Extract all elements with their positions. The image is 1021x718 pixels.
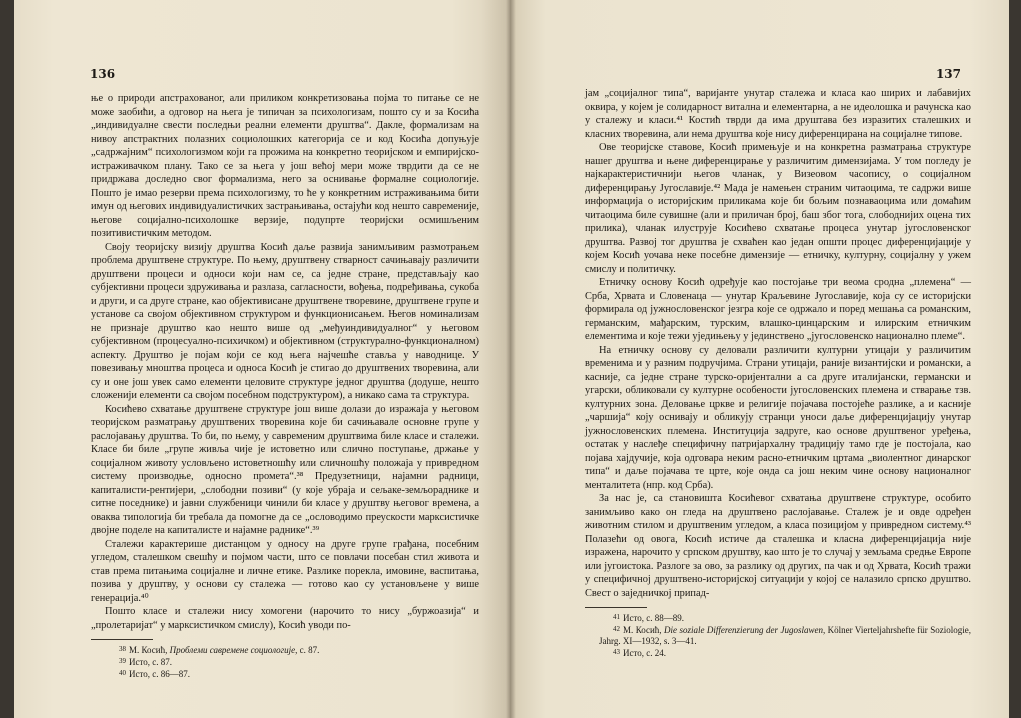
footnote-rule: [91, 639, 153, 640]
paragraph: Ове теоријске ставове, Косић примењује и на конкретна разматрања структуре нашег друштва и њене диференцирање у различитим димензијама. У том погледу је најкарактеристичнији његов чланак, у Визеовом часопису, о социјалном диференцирању Југославије.⁴² Мада је намењен страним читаоцима, те садржи више информација о историјским приликама које би бољим познаваоцима или домаћим читаоцима биле сувишне (али и приличан број, баш због тога, слободнијих оцена тих прилика), чланак илуструје Косићево схватање процеса унутар југословенског друштва. Развој тог друштва је схваћен као један општи процес диференцијације у којем Косић уочава неке посебне димензије — етничку, културну, социјалну у ужем смислу и политичку.: [585, 142, 971, 275]
paragraph: Етничку основу Косић одређује као постојање три веома сродна „племена“ — Срба, Хрвата и Словенаца — унутар Краљевине Југославије, која су се историјски формирала од јужнословенског језгра које се одржало и поред мешања са романским, германским, мађарским, турским, влашко-цинцарским и илирским етничким елементима и које тежи уједињењу у јединствено „југословенско национално племе“.: [585, 277, 971, 342]
footnote: $^{41}$ Исто, с. 88—89.: [613, 613, 685, 623]
right-page: [511, 0, 1009, 718]
footnote: $^{42}$ М. Косић, Die soziale Differenzierung der Jugoslawen, Kölner Vierteljahrshefte für Soziologie, Jahrg. XI—1932, s. 3—41.: [599, 625, 972, 646]
book-edge-left: [0, 0, 14, 718]
footnote: $^{39}$ Исто, с. 87.: [119, 657, 173, 667]
page-number-right: 137: [935, 67, 961, 81]
footnote: $^{43}$ Исто, с. 24.: [613, 648, 667, 658]
paragraph: На етничку основу су деловали различити културни утицаји у различитим временима и у разним подручјима. Страни утицаји, раније византијски и романски, а касније, са једне стране турско-оријентални а са друге италијански, германски и угарски, обликовали су културне особености југословенских племена и стварање тзв. културних зона. Деловање цркве и религије појачава постојеће разлике, а и касније „чаршија“ коју оснивају и обликују странци уноси даље диференцијацију унутар јужнословенских племена. Институција задруге, као основе друштвеног уређења, остатак у наслеђе специфичну патријархалну традицију тамо где је постојала, као појава хајдучије, која одговара неким расно-етничким цртама „виолентног динарског типа“ и даље појачава те црте, које онда са још неким чине основу националног менталитета (нпр. код Срба).: [585, 344, 971, 491]
right-page-body: [585, 87, 971, 659]
paragraph: Косићево схватање друштвене структуре још више долази до изражаја у његовом теоријском разматрању друштвених творевина које би сачињавале основне групе у раслојавању друштва. То би, по њему, у савременим друштвима биле класе и сталежи. Класе би биле „групе живља чије је истоветно или слично поступање, држање у социјалном животу условљено истоветношћу или сличношћу положаја у привредном систему производње, односно промета“.³⁸ Предузетници, најамни радници, капиталисти-рентијери, „слободни позиви“ (у које убраја и сељаке-земљораднике и ситне поседнике) и јавни службеници чинили би класе у друштву његовог времена, а оваква типологија би требала да помогне да се „ословодимо преускости марксистичке двојне поделе на капиталисте и најамне раднике“.³⁹: [91, 403, 479, 536]
book-edge-right: [1009, 0, 1021, 718]
page-number-left: 136: [90, 67, 116, 81]
paragraph: Своју теоријску визију друштва Косић даље развија занимљивим размотрањем проблема друштвене структуре. По њему, друштвену стварност сачињавају различити друштвени процеси и односи који нам се, са једне стране, представљају као субјективни процеси здруживања и разлаза, сагласности, вођења, подређивања, сукоба и други, и са друге стране, као објективисане друштвене творевине, друштвене групе и установе са својом објективном структуром и функционисањем. Његов номинализам не признаје друштво као нешто више од „међуиндивидуалног“ у његовом субјективном (процесуално-психичком) и објективном (структурално-функционалном) аспекту. Друштво је појам који се код њега најчешће ставља у наводнице. У повезивању мноштва процеса и односа Косић је стигао до друштвених творевина, али су и оне још увек само елементи целовите структуре једног друштва (додуше, нешто сложенији елементи са својом посебном подструктуром), а никако сама та структура.: [91, 241, 479, 401]
paragraph: јам „социјалног типа“, варијанте унутар сталежа и класа као ширих и лабавијих оквира, у којем је солидарност витална и елементарна, а не идеолошка и рачунска као у сталежу и класи.⁴¹ Костић тврди да има друштава без изразитих сталешких и класних творевина, али нема друштва које нису диференцирана на социјалне типове.: [585, 88, 971, 140]
left-page: [14, 0, 511, 718]
footnote: $^{38}$ М. Косић, Проблеми савремене социологије, с. 87.: [119, 645, 320, 655]
paragraph: За нас је, са становишта Косићевог схватања друштвене структуре, особито занимљиво како он гледа на друштвено раслојавање. Сталеж је и овде одређен животним стилом и друштвеним угледом, а класа позицијом у привредном систему.⁴³ Полазећи од овога, Косић истиче да сталешка и класна диференцијација није изражена, нарочито у српском друштву, као што је то случај у земљама средње Европе или југоистока. Разлоге за ово, за разлику од других, па чак и од Хрвата, Косић тражи у специфичној друштвено-историјској ситуацији у којој се налазило српско друштво. Свест о заједничкој припад-: [585, 493, 971, 599]
footnote: $^{40}$ Исто, с. 86—87.: [119, 669, 191, 679]
paragraph: ње о природи апстрахованог, али приликом конкретизовања појма то питање се не може заобићи, а одговор на њега је типичан за психологизам, пошто су и за Косића „индивидуалне свести последњи реални елементи друштва“. Дакле, формализам на нивоу апстрактних полазних социолошких категорија се и код Косића допуњује „садржајним“ психологизмом који га прожима на конкретно теоријском и емпиријско-истраживачком плану. Тако се за њега у још већој мери може тврдити да се не придржава доследно свог формализма, него за оснивање формалне социологије. Пошто је имао резерви према психологизму, то ће у конкретним истраживањима бити имун од његових индивидуалистичких застрањивања, остајући код нешто савременије, његове социјално-психолошке верзије, подупрте теоријски осмишљеним позитивистичким методом.: [91, 93, 479, 239]
paragraph: Пошто класе и сталежи нису хомогени (нарочито то нису „буржоазија“ и „пролетаријат“ у марксистичком смислу), Косић уводи по-: [91, 606, 479, 631]
footnote-rule: [585, 607, 647, 608]
paragraph: Сталежи карактерише дистанцом у односу на друге групе грађана, посебним угледом, сталешком свешћу и појмом части, што се повлачи посебан стил живота и став према питањима социјалне и личне етике. Разлике порекла, имовине, васпитања, позива у друштву, у основи су сталежа — готово као су установљене у више генерација.⁴⁰: [91, 538, 479, 604]
book-spine: [506, 0, 516, 718]
left-page-body: [91, 92, 479, 680]
